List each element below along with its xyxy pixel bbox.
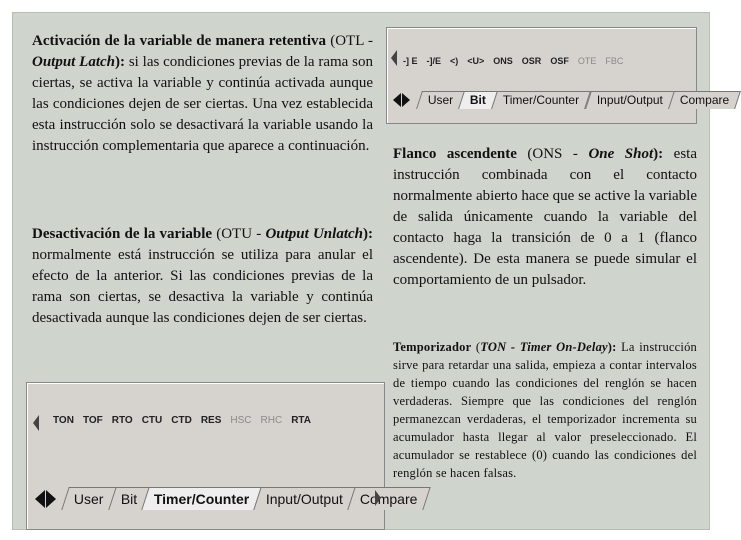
toolbar-timer-screenshot	[26, 382, 418, 530]
abbr-otu: Output Unlatch	[265, 226, 363, 242]
abbr-open: (ONS -	[516, 146, 589, 162]
osf-icon: OSF	[550, 56, 569, 66]
abbr-open: (	[471, 340, 481, 354]
body-ton: La instrucción sirve para retardar una salida, empieza a contar intervalos de tiempo cuando las condiciones del renglón se hacen verdaderas. Siempre que las condiciones del renglón permanezcan verdaderas, el temporizador incrementa su acumulador hasta llegar al valor preseleccionado. El acumulador se restablece (0) cuando las condiciones del renglón se hacen falsas.	[393, 340, 697, 480]
tab-timer-counter	[491, 91, 591, 109]
body-otu: normalmente está instrucción se utiliza para anular el efecto de la anterior. Si las condiciones previas de la rama son ciertas, se desactiva la variable y continúa desactivada aunque las condiciones dejen de ser ciertas.	[32, 247, 373, 326]
abbr-close: ):	[607, 340, 617, 354]
term-ons: Flanco ascendente	[393, 146, 517, 162]
slide	[12, 12, 729, 530]
abbr-ons: One Shot	[588, 146, 654, 162]
tof-icon: TOF	[82, 415, 103, 426]
tab-nav-arrows	[393, 93, 410, 107]
tab-prev-icon	[393, 93, 401, 107]
abbr-otl: Output Latch	[32, 54, 116, 70]
abbr-close: ):	[115, 54, 126, 70]
abbr-ton: TON - Timer On-Delay	[480, 340, 608, 354]
term-otl: Activación de la variable de manera retentiva	[32, 33, 327, 49]
scroll-left-icon	[391, 50, 397, 66]
tab-label: Timer/Counter	[503, 93, 580, 107]
hsc-icon: HSC	[230, 415, 252, 426]
timer-instruction-icons	[53, 415, 311, 426]
ote-icon: OTE	[577, 56, 597, 66]
osr-icon: OSR	[521, 56, 542, 66]
tab-user	[61, 487, 116, 510]
tab-input-output	[254, 487, 357, 510]
tab-label: Input/Output	[266, 491, 344, 507]
tab-label: User	[73, 491, 104, 507]
abbr-open: (OTU -	[212, 226, 266, 242]
tab-prev-icon	[35, 490, 45, 508]
rhc-icon: RHC	[260, 415, 283, 426]
paragraph-ton	[393, 338, 697, 482]
xio-icon: -]/E	[426, 56, 441, 66]
body-otl: si las condiciones previas de la rama son ciertas, se activa la variable y continúa activada aunque las condiciones dejen de ser ciertas. Una vez establecida esta instrucción solo se desactivará la variable usando la instrucción complementaria que aparece a continuación.	[32, 54, 373, 154]
tab-label: Input/Output	[596, 93, 663, 107]
ton-icon: TON	[53, 415, 74, 426]
abbr-close: ):	[363, 226, 373, 242]
paragraph-otu	[32, 224, 373, 329]
tab-label: Timer/Counter	[153, 491, 250, 507]
otu-icon: <U>	[467, 56, 485, 66]
res-icon: RES	[200, 415, 222, 426]
xic-icon: -] E	[403, 56, 418, 66]
tab-next-icon	[402, 93, 410, 107]
tab-nav-arrows	[35, 490, 56, 508]
term-ton: Temporizador	[393, 340, 472, 354]
scroll-left-icon	[33, 415, 39, 431]
tab-label: User	[427, 93, 454, 107]
rto-icon: RTO	[111, 415, 133, 426]
bit-instruction-icons	[403, 56, 623, 66]
abbr-open: (OTL -	[326, 33, 373, 49]
tab-timer-counter	[141, 487, 262, 510]
ons-icon: ONS	[493, 56, 513, 66]
abbr-close: ):	[653, 146, 664, 162]
tab-label: Compare	[679, 93, 729, 107]
ctd-icon: CTD	[171, 415, 192, 426]
tab-input-output	[585, 91, 675, 109]
paragraph-otl	[32, 31, 373, 157]
term-otu: Desactivación de la variable	[32, 226, 213, 242]
ctu-icon: CTU	[141, 415, 163, 426]
body-ons: esta instrucción combinada con el contacto normalmente abierto hace que se active la variable de salida únicamente cuando la variable del contacto haga la transición de 0 a 1 (flanco ascendente). De esta manera se puede simular el comportamiento de un pulsador.	[393, 146, 698, 288]
otl-icon: <)	[450, 56, 459, 66]
tab-strip-timer	[65, 487, 426, 510]
toolbar-bit-screenshot	[386, 27, 729, 124]
tab-compare	[348, 487, 431, 510]
tab-label: Compare	[360, 491, 418, 507]
fbc-icon: FBC	[605, 56, 624, 66]
scroll-right-icon	[375, 490, 381, 506]
rta-icon: RTA	[291, 415, 311, 426]
paragraph-ons	[393, 144, 697, 291]
tab-next-icon	[46, 490, 56, 508]
tab-label: Bit	[470, 93, 487, 107]
tab-compare	[668, 91, 741, 109]
tab-strip-bit	[419, 91, 737, 109]
tab-label: Bit	[120, 491, 137, 507]
